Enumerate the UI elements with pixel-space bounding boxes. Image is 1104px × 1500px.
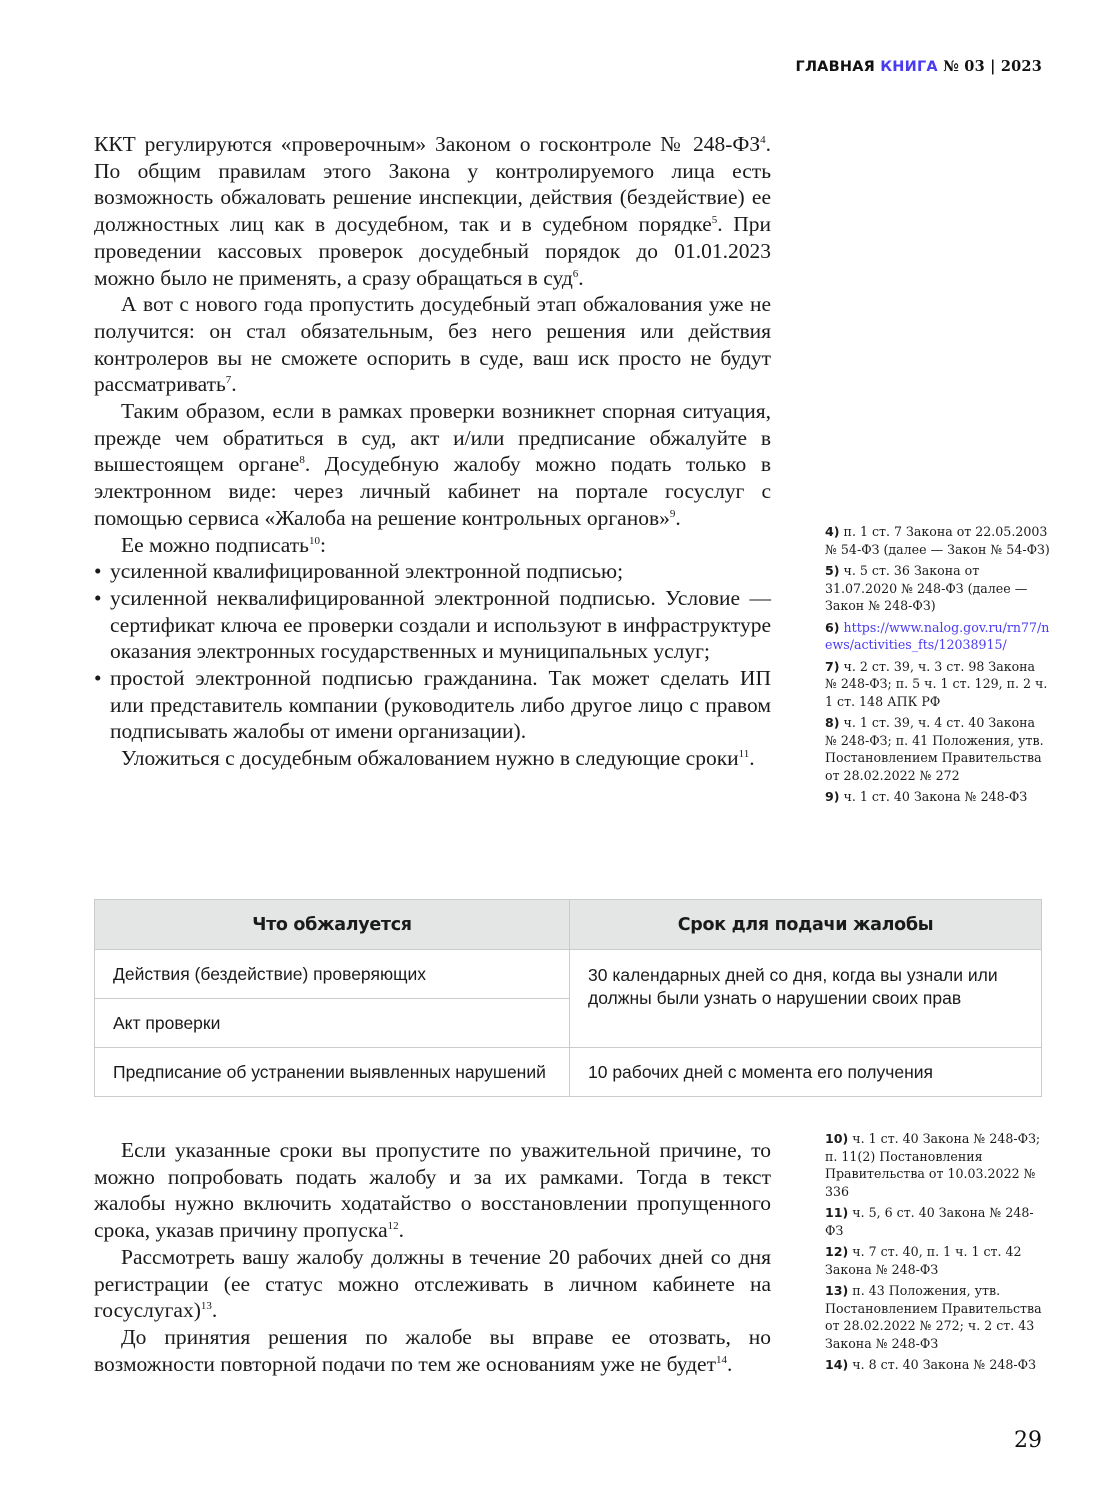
footnote: 4) п. 1 ст. 7 Закона от 22.05.2003 № 54-ФЗ (далее — Закон № 54-ФЗ) xyxy=(825,524,1050,557)
list-item: • простой электронной подписью гражданина. Так может сделать ИП или представитель компании (руководитель либо другое лицо с правом подписывать жалобы от имени организации). xyxy=(94,665,771,745)
page-number: 29 xyxy=(1014,1428,1042,1453)
article-body-top xyxy=(94,131,771,772)
paragraph: До принятия решения по жалобе вы вправе ее отозвать, но возможности повторной подачи по тем же основаниям уже не будет$^{14}$. xyxy=(94,1324,771,1376)
footnote-ref[interactable]: 8 xyxy=(299,454,305,467)
footnote-ref[interactable]: 14 xyxy=(716,1353,727,1366)
issue-number: № 03 | 2023 xyxy=(943,58,1042,75)
table-cell: 30 календарных дней со дня, когда вы узнали или должны были узнать о нарушении своих прав xyxy=(570,950,1042,1048)
table-header-what: Что обжалуется xyxy=(95,900,570,950)
footnote-ref[interactable]: 6 xyxy=(572,267,579,280)
paragraph: Таким образом, если в рамках проверки возникнет спорная ситуация, прежде чем обратиться в суд, акт и/или предписание обжалуйте в вышестоящем органе$^8$. Досудебную жалобу можно подать только в электронном виде: через личный кабинет на портале госуслуг с помощью сервиса «Жалоба на решение контрольных органов»$^9$. xyxy=(94,399,771,530)
footnote: 6) https://www.nalog.gov.ru/rn77/news/activities_fts/12038915/ xyxy=(825,619,1050,652)
paragraph: Рассмотреть вашу жалобу должны в течение 20 рабочих дней со дня регистрации (ее статус можно отслеживать в личном кабинете на госуслугах)$^{13}$. xyxy=(94,1244,771,1323)
article-body-bottom xyxy=(94,1137,771,1377)
appeal-deadlines-table xyxy=(94,899,1042,1097)
footnote: 11) ч. 5, 6 ст. 40 Закона № 248-ФЗ xyxy=(825,1205,1034,1238)
table-cell: Акт проверки xyxy=(95,999,570,1048)
footnote: 13) п. 43 Положения, утв. Постановлением Правительства от 28.02.2022 № 272; ч. 2 ст. 43 Закона № 248-ФЗ xyxy=(825,1283,1042,1351)
footnote-ref[interactable]: 12 xyxy=(387,1220,399,1233)
footnote-ref[interactable]: 4 xyxy=(760,134,766,146)
list-item: • усиленной квалифицированной электронной подписью; xyxy=(94,558,771,585)
footnote: 14) ч. 8 ст. 40 Закона № 248-ФЗ xyxy=(825,1357,1036,1372)
footnote-ref[interactable]: 11 xyxy=(738,748,750,761)
footnote-ref[interactable]: 13 xyxy=(200,1300,212,1313)
footnote: 12) ч. 7 ст. 40, п. 1 ч. 1 ст. 42 Закона № 248-ФЗ xyxy=(825,1244,1022,1277)
table-header-term: Срок для подачи жалобы xyxy=(570,900,1042,950)
brand-name: ГЛАВНАЯ xyxy=(795,59,875,75)
signature-options-list xyxy=(94,558,771,745)
footnote-ref[interactable]: 7 xyxy=(225,374,232,387)
list-item: • усиленной неквалифицированной электронной подписью. Условие — сертификат ключа ее проверки создали и используют в инфраструктуре оказания электронных государственных и муниципальных услуг; xyxy=(94,585,771,665)
footnote: 7) ч. 2 ст. 39, ч. 3 ст. 98 Закона № 248-ФЗ; п. 5 ч. 1 ст. 129, п. 2 ч. 1 ст. 148 АПК РФ xyxy=(825,658,1048,709)
paragraph: Уложиться с досудебным обжалованием нужно в следующие сроки$^{11}$. xyxy=(121,746,755,771)
footnote-ref[interactable]: 5 xyxy=(711,214,718,227)
table-cell: Предписание об устранении выявленных нарушений xyxy=(95,1048,570,1097)
table-cell: 10 рабочих дней с момента его получения xyxy=(570,1048,1042,1097)
paragraph: Если указанные сроки вы пропустите по уважительной причине, то можно попробовать подать жалобу и за их рамками. Тогда в текст жалобы нужно включить ходатайство о восстановлении пропущенного срока, указав причину пропуска$^{12}$. xyxy=(94,1138,771,1243)
footnote: 10) ч. 1 ст. 40 Закона № 248-ФЗ; п. 11(2) Постановления Правительства от 10.03.2022 № 336 xyxy=(825,1131,1041,1199)
footnotes-top xyxy=(825,523,1050,810)
paragraph: ККТ регулируются «проверочным» Законом о госконтроле № $248-ФЗ^4$. По общим правилам этого Закона у контролируемого лица есть возможность обжаловать решение инспекции, действия (бездействие) ее должностных лиц как в досудебном, так и в судебном порядке$^5$. При проведении кассовых проверок досудебный порядок до 01.01.2023 можно было не применять, а сразу обращаться в суд$^6$. xyxy=(94,132,771,290)
footnote: 9) ч. 1 ст. 40 Закона № 248-ФЗ xyxy=(825,789,1028,804)
table-row xyxy=(95,950,1042,999)
footnotes-bottom xyxy=(825,1130,1050,1378)
footnote-ref[interactable]: 10 xyxy=(308,534,320,547)
paragraph: А вот с нового года пропустить досудебный этап обжалования уже не получится: он стал обязательным, без него решения или действия контролеров вы не сможете оспорить в суде, ваш иск просто не будут рассматривать$^7$. xyxy=(94,292,771,397)
footnote: 5) ч. 5 ст. 36 Закона от 31.07.2020 № 248-ФЗ (далее — Закон № 248-ФЗ) xyxy=(825,563,1028,613)
table-cell: Действия (бездействие) проверяющих xyxy=(95,950,570,999)
brand-name-accent: КНИГА xyxy=(880,59,938,75)
running-header xyxy=(796,58,1043,75)
footnote-link[interactable]: https://www.nalog.gov.ru/rn77/news/activities_fts/12038915/ xyxy=(825,619,1050,652)
paragraph: Ее можно подписать$^{10}$: xyxy=(121,532,326,557)
footnote-ref[interactable]: 9 xyxy=(669,507,676,520)
footnote: 8) ч. 1 ст. 39, ч. 4 ст. 40 Закона № 248-ФЗ; п. 41 Положения, утв. Постановлением Правительства от 28.02.2022 № 272 xyxy=(825,715,1044,783)
table-row xyxy=(95,1048,1042,1097)
